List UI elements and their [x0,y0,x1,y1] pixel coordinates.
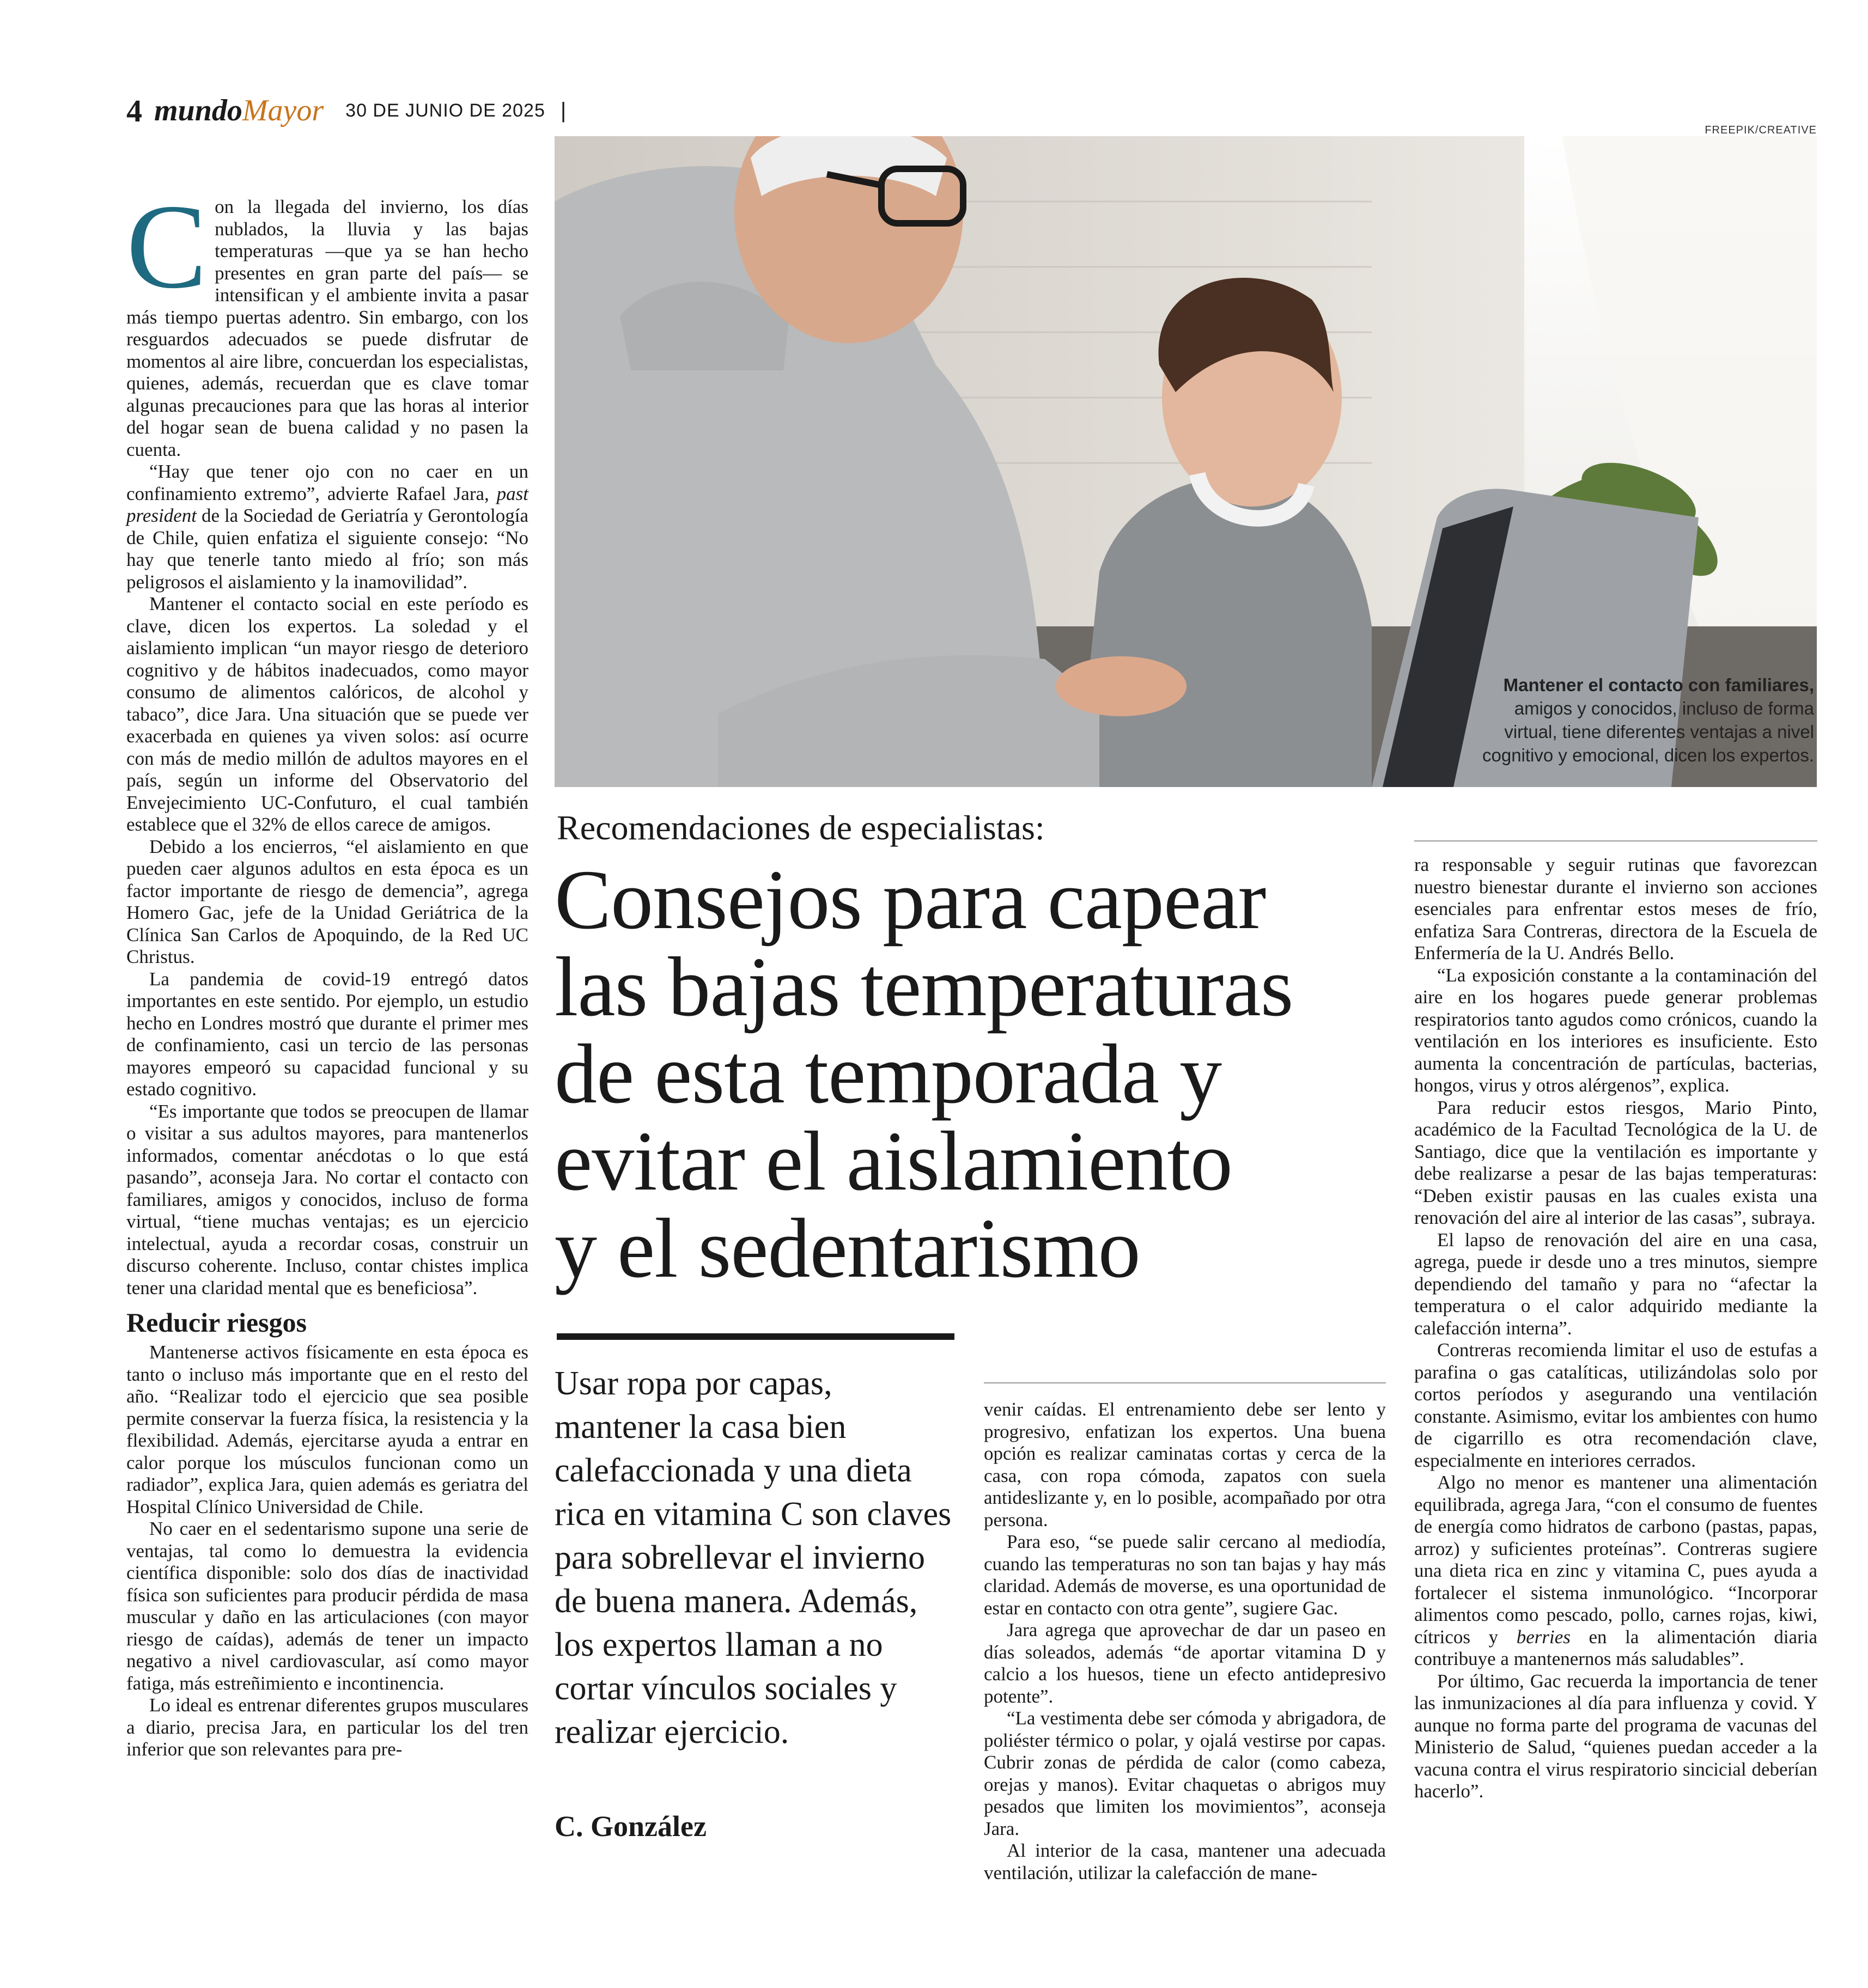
paragraph: “Hay que tener ojo con no caer en un confinamiento extremo”, advierte Rafael Jara, past president de la Sociedad de Geriatría y Gerontología de Chile, quien enfatiza el siguiente consejo: “No hay que tenerle tanto miedo al frío; son más peligrosos el aislamiento y la inamovilidad”. [126,461,528,593]
paragraph: Jara agrega que aprovechar de dar un paseo en días soleados, además “de aportar vitamina D y calcio a los huesos, tiene un efecto antidepresivo potente”. [984,1619,1386,1707]
paragraph: Para eso, “se puede salir cercano al mediodía, cuando las temperaturas no son tan bajas y hay más claridad. Además de moverse, es una oportunidad de estar en contacto con otra gente”, sugiere Gac. [984,1531,1386,1619]
lede-rule [557,1333,954,1340]
kicker: Recomendaciones de especialistas: [557,808,1045,847]
paragraph: “La exposición constante a la contaminación del aire en los hogares puede generar problemas respiratorios tanto agudos como crónicos, cuando la ventilación en los interiores es insuficiente. Esto aumenta la concentración de partículas, bacterias, hongos, virus y otros alérgenos”, explica. [1414,964,1817,1096]
photo-credit: FREEPIK/CREATIVE [1705,124,1817,136]
paragraph: “Es importante que todos se preocupen de llamar o visitar a sus adultos mayores, para mantenerlos informados, comentar anécdotas o lo que está pasando”, aconseja Jara. No cortar el contacto con familiares, amigos y conocidos, incluso de forma virtual, “tiene muchas ventajas; es un ejercicio intelectual, ayuda a recordar cosas, construir un discurso coherente. Incluso, contar chistes implica tener una claridad mental que es beneficiosa”. [126,1100,528,1298]
paragraph: on la llegada del invierno, los días nublados, la lluvia y las bajas temperaturas —que ya se han hecho presentes en gran parte del país— se intensifican y el ambiente invita a pasar más tiempo puertas adentro. Sin embargo, con los resguardos adecuados se puede disfrutar de momentos al aire libre, concuerdan los especialistas, quienes, además, recuerdan que es clave tomar algunas precauciones para que las horas al interior del hogar sean de buena calidad y no pasen la cuenta. [126,196,528,460]
paragraph: “La vestimenta debe ser cómoda y abrigadora, de poliéster térmico o polar, y ojalá vestirse por capas. Cubrir zonas de pérdida de calor (como cabeza, orejas y manos). Evitar chaquetas o abrigos muy pesados que limiten los movimientos”, aconseja Jara. [984,1708,1386,1839]
paragraph: Al interior de la casa, mantener una adecuada ventilación, utilizar la calefacción de mane- [984,1840,1386,1883]
brand-name-part1: mundo [154,94,242,127]
subheading: Reducir riesgos [126,1307,307,1338]
headline-line: las bajas temperaturas [555,940,1293,1034]
drop-cap: C [126,180,208,314]
paragraph: El lapso de renovación del aire en una casa, agrega, puede ir desde uno a tres minutos, siempre dependiendo del tamaño y para no “afectar la temperatura o el calor adquirido mediante la calefacción interna”. [1414,1229,1817,1339]
headline-line: de esta temporada y [555,1027,1222,1121]
folio-separator: | [560,98,567,123]
paragraph: Para reducir estos riesgos, Mario Pinto, académico de la Facultad Tecnológica de la U. de Santiago, dice que la ventilación es importante y debe realizarse a pesar de las bajas temperaturas: “Deben existir pausas en las cuales exista una renovación del aire al interior de las casas”, subraya. [1414,1096,1817,1228]
lede: Usar ropa por capas, mantener la casa bien calefaccionada y una dieta rica en vitamina C son claves para sobrellevar el invierno de buena manera. Además, los expertos llaman a no cortar vínculos sociales y realizar ejercicio. [555,1365,952,1751]
article-column-1 [126,180,528,1761]
paragraph: Por último, Gac recuerda la importancia de tener las inmunizaciones al día para influenza y covid. Y aunque no forma parte del programa de vacunas del Ministerio de Salud, “quienes puedan acceder a la vacuna contra el virus respiratorio sincicial deberían hacerlo”. [1414,1670,1817,1802]
issue-date: 30 DE JUNIO DE 2025 [345,100,545,121]
paragraph: ra responsable y seguir rutinas que favorezcan nuestro bienestar durante el invierno son acciones esenciales para enfrentar estos meses de frío, enfatiza Sara Contreras, directora de la Escuela de Enfermería de la U. Andrés Bello. [1414,854,1817,963]
headline [555,852,1404,1295]
paragraph: Lo ideal es entrenar diferentes grupos musculares a diario, precisa Jara, en particular los del tren inferior que son relevantes para pre- [126,1694,528,1760]
photo-caption [1471,673,1814,767]
headline-line: y el sedentarismo [555,1201,1140,1295]
paragraph: Algo no menor es mantener una alimentación equilibrada, agrega Jara, “con el consumo de fuentes de energía como hidratos de carbono (pastas, papas, arroz) y suficientes proteínas”. Contreras sugiere una dieta rica en zinc y vitamina C, pues ayuda a fortalecer el sistema inmunológico. “Incorporar alimentos como pescado, pollo, carnes rojas, kiwi, cítricos y berries en la alimentación diaria contribuye a mantenernos más saludables”. [1414,1472,1817,1669]
page-number: 4 [126,93,142,129]
column-rule [984,1382,1386,1383]
byline: C. González [555,1810,707,1843]
headline-line: evitar el aislamiento [555,1114,1232,1208]
paragraph: Contreras recomienda limitar el uso de estufas a parafina o gas catalíticas, utilizándolas solo por cortos períodos y asegurando una ventilación constante. Asimismo, evitar los ambientes con humo de cigarrillo es otra recomendación clave, especialmente en interiores cerrados. [1414,1339,1817,1471]
paragraph: Mantener el contacto social en este período es clave, dicen los expertos. La soledad y el aislamiento implican “un mayor riesgo de deterioro cognitivo y de hábitos inadecuados, como mayor consumo de alimentos calóricos, de alcohol y tabaco”, dice Jara. Una situación que se puede ver exacerbada en quienes ya viven solos: así ocurre con más de medio millón de adultos mayores en el país, según un informe del Observatorio del Envejecimiento UC-Confuturo, el cual también establece que el 32% de ellos carece de amigos. [126,593,528,835]
paragraph: Mantenerse activos físicamente en esta época es tanto o incluso más importante que en el resto del año. “Realizar todo el ejercicio que sea posible permite conservar la fuerza física, la resistencia y la flexibilidad. Además, ejercitarse ayuda a entrar en calor porque los músculos funcionan como un radiador”, explica Jara, quien además es geriatra del Hospital Clínico Universidad de Chile. [126,1341,528,1517]
article-column-3 [1414,854,1817,1803]
headline-line: Consejos para capear [555,852,1266,947]
column-rule [1414,840,1817,841]
brand-name-part2: Mayor [242,94,324,127]
paragraph: venir caídas. El entrenamiento debe ser lento y progresivo, enfatizan los expertos. Una buena opción es realizar caminatas cortas y cerca de la casa, con ropa cómoda, zapatos con suela antideslizante y, en lo posible, acompañado por otra persona. [984,1399,1386,1530]
article-column-2 [984,1399,1386,1884]
paragraph: La pandemia de covid-19 entregó datos importantes en este sentido. Por ejemplo, un estudio hecho en Londres mostró que durante el primer mes de confinamiento, casi un tercio de las personas mayores empeoró su capacidad funcional y su estado cognitivo. [126,968,528,1100]
caption-lead: Mantener el contacto con familiares, [1503,675,1814,695]
folio [126,92,566,130]
paragraph: Debido a los encierros, “el aislamiento en que pueden caer algunos adultos en esta época es un factor importante de riesgo de demencia”, agrega Homero Gac, jefe de la Unidad Geriátrica de la Clínica San Carlos de Apoquindo, de la Red UC Christus. [126,836,528,967]
paragraph: No caer en el sedentarismo supone una serie de ventajas, tal como lo demuestra la evidencia científica disponible: solo dos días de inactividad física son suficientes para producir pérdida de masa muscular y daño en las articulaciones (con mayor riesgo de caídas), además de tener un impacto negativo a nivel cardiovascular, así como mayor fatiga, más estreñimiento e incontinencia. [126,1518,528,1694]
caption-text: amigos y conocidos, incluso de forma virtual, tiene diferentes ventajas a nivel cognitivo y emocional, dicen los expertos. [1482,698,1814,765]
